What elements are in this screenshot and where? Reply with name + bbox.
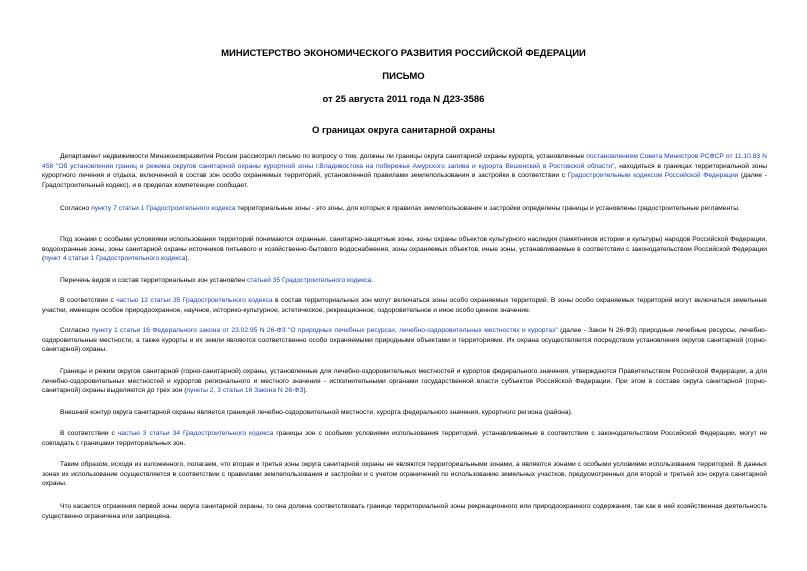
paragraph-1 <box>42 152 767 190</box>
paragraph-2 <box>42 204 767 214</box>
paragraph-text: В соответствии с <box>60 297 117 304</box>
paragraph-text: Перечень видов и состав территориальных зон установлен <box>60 277 247 284</box>
document-subject: О границах округа санитарной охраны <box>311 125 496 136</box>
document-date-number: от 25 августа 2011 года N Д23-3586 <box>322 94 485 105</box>
paragraph-text: в состав территориальных зон могут включаться зоны особо охраняемых территорий. В зоны особо охраняемых территорий могут включаться земельные участки, имеющие особое природоохранное, научное, историко-культурное, эстетическое, рекреационное, оздоровительное и иное особо ценное значение. <box>42 297 768 314</box>
document-link[interactable]: Градостроительным кодексом Российской Федерации <box>567 172 739 180</box>
paragraph-text: Границы и режим округов санитарной (горно-санитарной) охраны, установленные для лечебно-оздоровительных местностей и курортов федерального значения, утверждаются Правительством Российской Федерации, а для лечебно-оздоровительных местностей и курортов регионального и местного значения - исполнительными органами государственной власти субъектов Российской Федерации. При этом в составе округа санитарной (горно-санитарной) охраны выделяются до трех зон ( <box>42 368 767 395</box>
paragraph-6 <box>42 326 767 355</box>
paragraph-text: Согласно <box>60 327 92 334</box>
document-link[interactable]: пункт 4 статьи 1 Градостроительного кодекса <box>44 255 186 263</box>
ministry-title: МИНИСТЕРСТВО ЭКОНОМИЧЕСКОГО РАЗВИТИЯ РОССИЙСКОЙ ФЕДЕРАЦИИ <box>221 48 586 59</box>
document-link[interactable]: пункту 1 статьи 16 Федерального закона от 23.02.95 N 26-ФЗ "О природных лечебных ресурсах, лечебно-оздоровительных местностях и курортах" <box>91 327 558 334</box>
paragraph-text: границы зон с особыми условиями использования территорий, устанавливаемые в соответствии с законодательством Российской Федерации, могут не совпадать с границами территориальных зон. <box>42 430 767 447</box>
paragraph-8 <box>42 408 767 418</box>
paragraph-5 <box>42 296 767 315</box>
document-link[interactable]: частью 12 статьи 35 Градостроительного кодекса <box>116 297 273 304</box>
document-link[interactable]: статьей 35 Градостроительного кодекса <box>246 277 372 284</box>
paragraph-text: , находиться в границах территориальной зоны курортного лечения и отдыха, включенной в состав зон особо охраняемых территорий, установленной правилами землепользования и застройки в соответствии с <box>42 162 767 180</box>
paragraph-text: Департамент недвижимости Минэкономразвития России рассмотрел письмо по вопросу о том, должны ли границы округа санитарной охраны курорта, установленные <box>60 153 587 160</box>
paragraph-text: . <box>371 277 374 284</box>
paragraph-text: Внешний контур округа санитарной охраны является границей лечебно-оздоровительной местности, курорта федерального значения, курортного региона (района). <box>60 409 573 416</box>
paragraph-text: Что касается отражения первой зоны округа санитарной охраны, то она должна соответствовать границе территориальной зоны рекреационного или природоохранного содержания, так как в ней хозяйственная деятельность существенно ограничена или запрещена. <box>42 503 767 520</box>
document-link[interactable]: постановлением Совета Министров РСФСР от 11.10.83 N 458 "Об установлении границ и режима округов санитарной охраны курортной зоны г.Владивостока на побережье Амурского залива и курорта Вешенский в Ростовской области" <box>42 153 768 170</box>
document-link[interactable]: пункты 2, 3 статьи 16 Закона N 26-ФЗ <box>186 387 304 395</box>
paragraph-text: Таким образом, исходя из изложенного, полагаем, что вторая и третья зоны округа санитарной охраны не являются территориальными зонами, а являются зонами с особыми условиями использования территорий. В данных зонах их использование осуществляется в соответствии с правилами землепользования и застройки и с учетом ограничений по использованию земельных участков, предусмотренных для второй и третьей зон округа санитарной охраны. <box>42 461 767 488</box>
document-link[interactable]: пункту 7 статьи 1 Градостроительного кодекса <box>91 205 236 212</box>
paragraph-7 <box>42 367 767 396</box>
paragraph-11 <box>42 502 767 521</box>
paragraph-text: Под зонами с особыми условиями использования территорий понимаются охранные, санитарно-защитные зоны, зоны охраны объектов культурного наследия (памятников истории и культуры) народов Российской Федерации, водоохранные зоны, зоны санитарной охраны источников питьевого и хозяйственно-бытового водоснабжения, зоны охраняемых объектов, иные зоны, устанавливаемые в соответствии с законодательством Российской Федерации ( <box>42 236 767 263</box>
paragraph-text: ). <box>185 255 190 263</box>
paragraph-text: ). <box>303 387 308 395</box>
paragraph-9 <box>42 429 767 448</box>
paragraph-10 <box>42 460 767 489</box>
paragraph-text: территориальные зоны - это зоны, для которых в правилах землепользования и застройки определены границы и установлены градостроительные регламенты. <box>235 205 740 212</box>
paragraph-text: Согласно <box>60 205 92 212</box>
paragraph-text: В соответствии с <box>60 430 118 437</box>
paragraph-text: (далее - Закон N 26-ФЗ) природные лечебные ресурсы, лечебно-оздоровительные местности, а также курорты и их земли являются соответственно особо охраняемыми природными объектами и территориями. Их охрана осуществляется посредством установления округов санитарной (горно-санитарной) охраны. <box>42 327 768 354</box>
paragraph-3 <box>42 235 767 264</box>
document-type: ПИСЬМО <box>382 71 425 82</box>
document-link[interactable]: частью 3 статьи 34 Градостроительного кодекса <box>117 430 274 437</box>
paragraph-text: (далее - Градостроительный кодекс), и в пределах компетенции сообщает. <box>42 172 767 189</box>
paragraph-4 <box>42 276 767 286</box>
